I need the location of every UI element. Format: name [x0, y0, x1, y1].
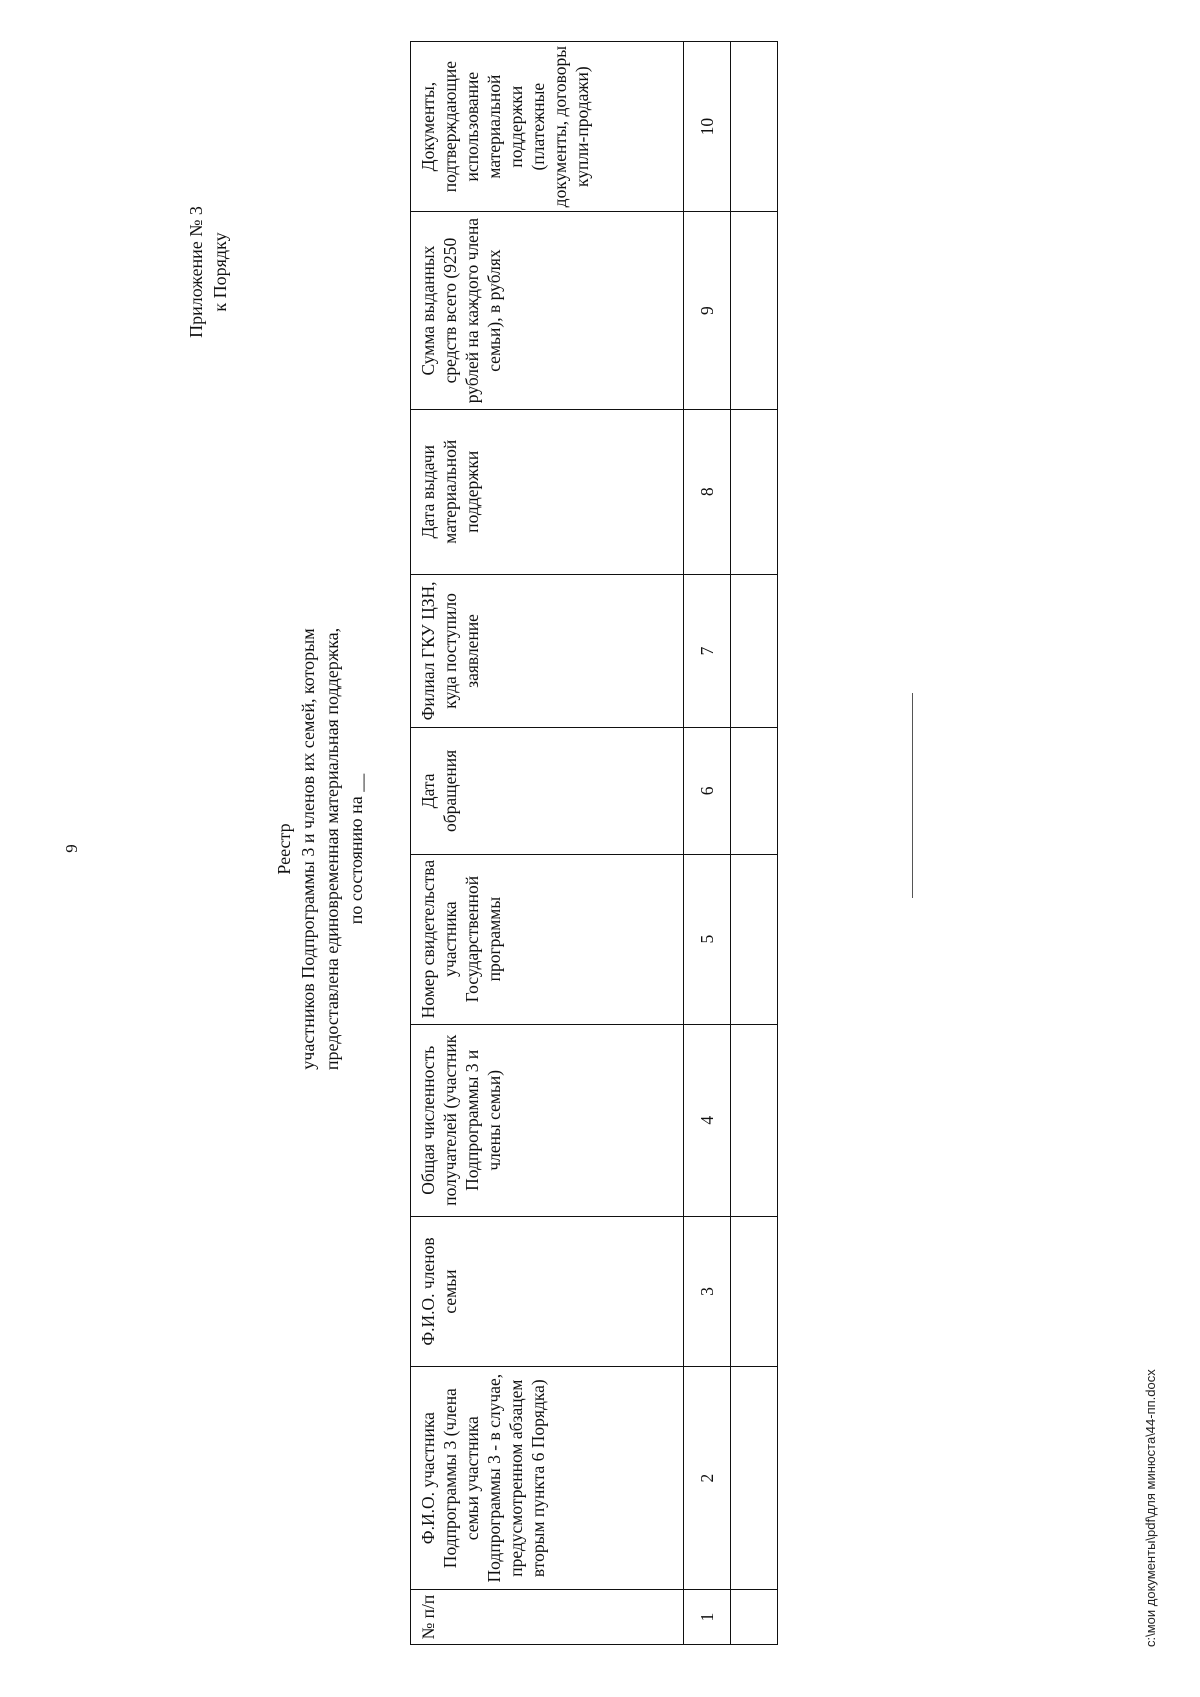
empty-cell [731, 1367, 778, 1590]
header-cell-issue-date: Дата выдачи материальной поддержки [411, 409, 684, 574]
appendix-line-2: к Порядку [210, 232, 230, 312]
table-column-numbers-row [684, 42, 731, 1645]
title-line-2: участников Подпрограммы 3 и членов их семей, которым [298, 628, 318, 1070]
empty-cell [731, 1024, 778, 1216]
end-divider-line [912, 693, 913, 898]
column-number-cell: 6 [684, 728, 731, 854]
empty-cell [731, 574, 778, 728]
column-number-cell: 9 [684, 212, 731, 410]
header-cell-application-date: Дата обращения [411, 728, 684, 854]
title-line-4: по состоянию на __ [346, 773, 366, 925]
table-empty-row [731, 42, 778, 1645]
empty-cell [731, 409, 778, 574]
title-line-3: предоставлена единовременная материальная поддержка, [322, 627, 342, 1071]
column-number-cell: 2 [684, 1367, 731, 1590]
column-number-cell: 5 [684, 854, 731, 1024]
page-number: 9 [62, 844, 81, 853]
document-title [272, 549, 368, 1149]
empty-cell [731, 728, 778, 854]
empty-cell [731, 854, 778, 1024]
empty-cell [731, 1216, 778, 1366]
header-cell-branch: Филиал ГКУ ЦЗН, куда поступило заявление [411, 574, 684, 728]
column-number-cell: 1 [684, 1590, 731, 1645]
empty-cell [731, 42, 778, 212]
column-number-cell: 10 [684, 42, 731, 212]
empty-cell [731, 1590, 778, 1645]
title-line-1: Реестр [274, 823, 294, 875]
registry-table [410, 41, 778, 1645]
header-cell-number: № п/п [411, 1590, 684, 1645]
footer-file-path: c:\мои документы\pdf\для минюста\44-пп.docx [1143, 1369, 1158, 1647]
empty-cell [731, 212, 778, 410]
header-cell-family-names: Ф.И.О. членов семьи [411, 1216, 684, 1366]
table-header-row [411, 42, 684, 1645]
column-number-cell: 4 [684, 1024, 731, 1216]
appendix-line-1: Приложение № 3 [186, 206, 206, 338]
column-number-cell: 3 [684, 1216, 731, 1366]
header-cell-certificate-number: Номер свидетельства участника Государственной программы [411, 854, 684, 1024]
header-cell-documents: Документы, подтверждающие использование материальной поддержки (платежные документы, договоры купли-продажи) [411, 42, 684, 212]
column-number-cell: 8 [684, 409, 731, 574]
appendix-header [184, 172, 232, 372]
header-cell-recipients-count: Общая численность получателей (участник Подпрограммы 3 и члены семьи) [411, 1024, 684, 1216]
column-number-cell: 7 [684, 574, 731, 728]
header-cell-amount: Сумма выданных средств всего (9250 рублей на каждого члена семьи), в рублях [411, 212, 684, 410]
header-cell-participant-name: Ф.И.О. участника Подпрограммы 3 (члена семьи участника Подпрограммы 3 - в случае, предусмотренном абзацем вторым пункта 6 Порядка) [411, 1367, 684, 1590]
